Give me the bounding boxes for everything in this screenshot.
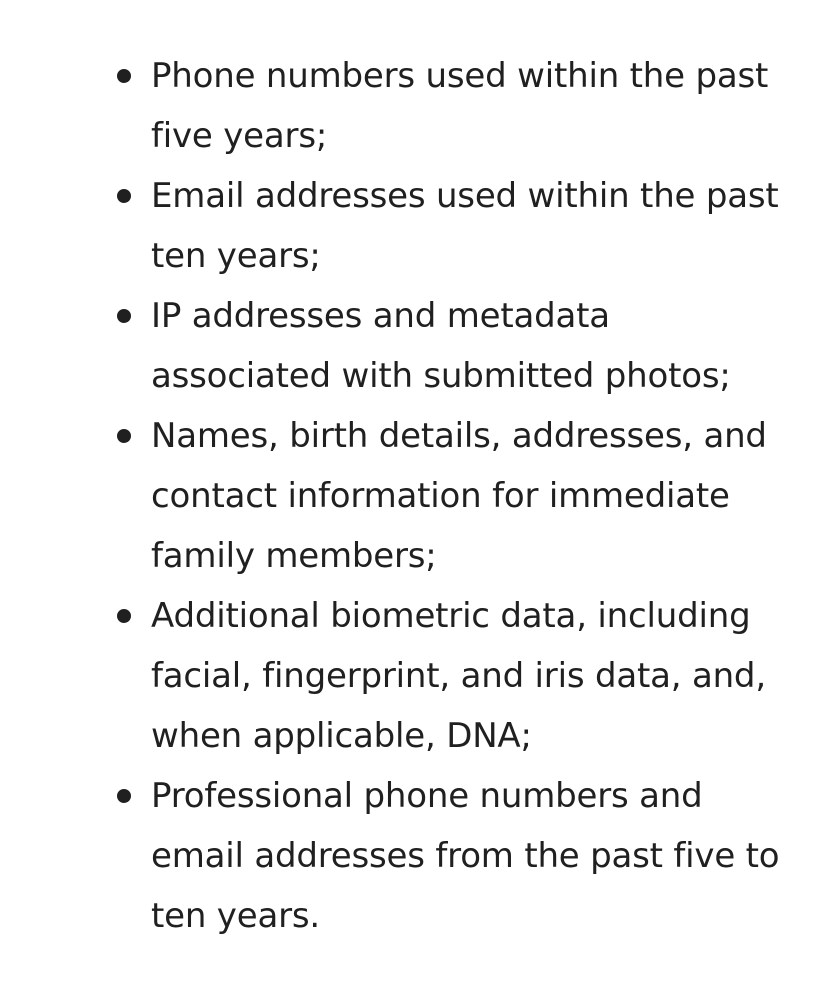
list-item-line: Phone numbers used within the past (151, 56, 769, 96)
list-item-line: five years; (151, 116, 328, 156)
list-item (0, 166, 820, 286)
list-item-line: Names, birth details, addresses, and (151, 416, 767, 456)
list-item (0, 766, 820, 946)
list-item-line: Email addresses used within the past (151, 176, 779, 216)
bullet-list (0, 46, 820, 946)
document-body (0, 46, 820, 946)
list-item-line: Professional phone numbers and (151, 776, 703, 816)
list-item-line: IP addresses and metadata (151, 296, 610, 336)
list-item-line: facial, fingerprint, and iris data, and, (151, 656, 766, 696)
bullet-icon (117, 789, 131, 803)
list-item (0, 406, 820, 586)
bullet-icon (117, 309, 131, 323)
bullet-icon (117, 69, 131, 83)
bullet-icon (117, 609, 131, 623)
list-item-line: ten years; (151, 236, 321, 276)
bullet-icon (117, 429, 131, 443)
list-item-line: associated with submitted photos; (151, 356, 731, 396)
list-item-line: when applicable, DNA; (151, 716, 532, 756)
list-item-line: Additional biometric data, including (151, 596, 751, 636)
list-item (0, 46, 820, 166)
list-item-line: contact information for immediate (151, 476, 730, 516)
list-item-line: email addresses from the past five to (151, 836, 780, 876)
list-item (0, 586, 820, 766)
bullet-icon (117, 189, 131, 203)
list-item-line: family members; (151, 536, 437, 576)
list-item (0, 286, 820, 406)
list-item-line: ten years. (151, 896, 320, 936)
